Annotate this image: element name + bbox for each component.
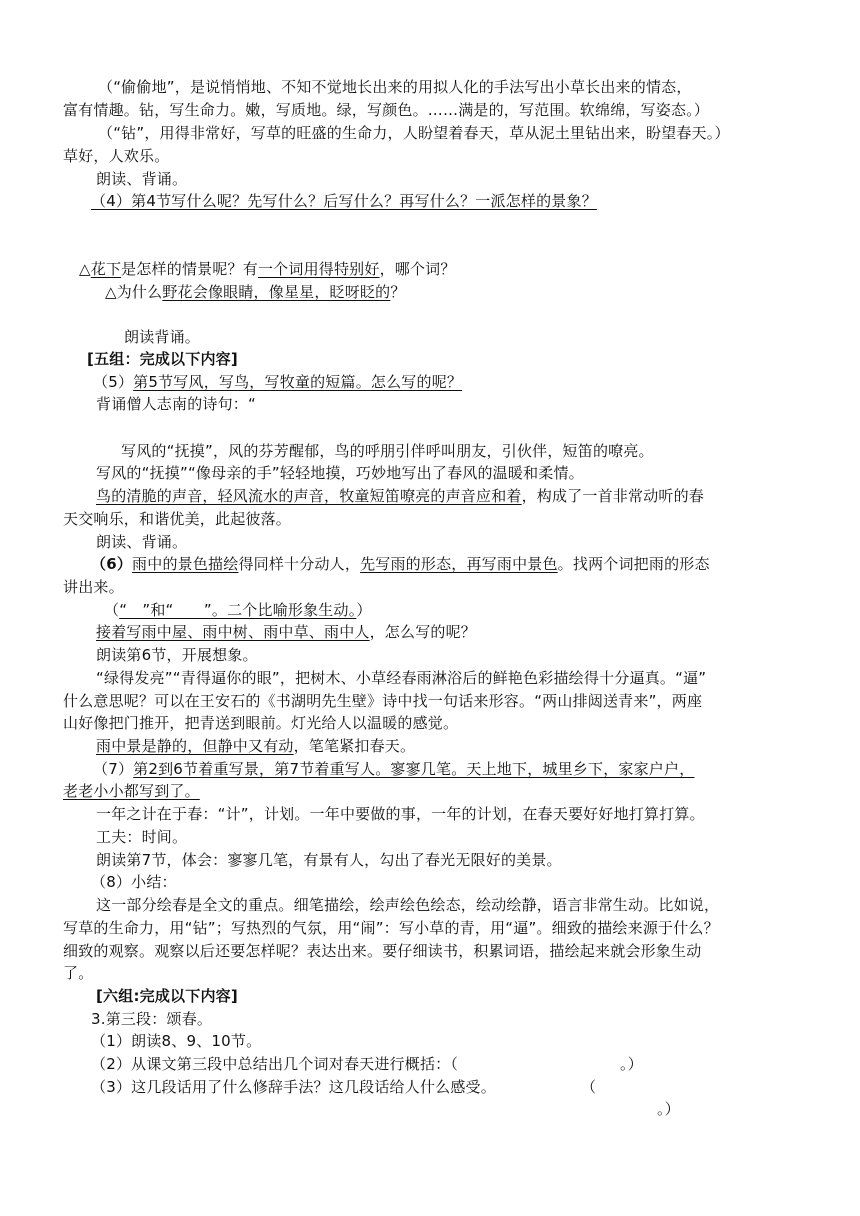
underlined-phrase: 接着写雨中屋、雨中树、雨中草、雨中人 [96,623,370,641]
text-line: 背诵僧人志南的诗句：“ [96,395,256,413]
text-line: 写风的“抚摸”“像母亲的手”轻轻地摸，巧妙地写出了春风的温暖和柔情。 [96,464,584,482]
text-line: 讲出来。 [63,578,124,596]
underlined-phrase: 先写雨的形态，再写雨中景色 [360,555,558,573]
text-span: ？ [390,283,406,301]
text-line: 朗读第7节，体会：寥寥几笔，有景有人，勾出了春光无限好的美景。 [96,851,562,869]
text-line: 一年之计在于春：“计”，计划。一年中要做的事，一年的计划，在春天要好好地打算打算。 [96,805,705,823]
text-line: 什么意思呢？可以在王安石的《书湖明先生壁》诗中找一句话来形容。“两山排闼送青来”，两座 [63,692,703,710]
text-line: 富有情趣。钻，写生命力。嫩，写质地。绿，写颜色。……满是的，写范围。软绵绵，写姿态。） [63,101,710,119]
text-span: 。找两个词把雨的形态 [557,555,710,573]
text-line: （ [581,1078,597,1096]
text-line: （3）这几段话用了什么修辞手法？这几段话给人什么感受。 [91,1078,496,1096]
text-line [79,258,456,280]
text-line: 3.第三段：颂春。 [91,1010,213,1028]
text-line [91,553,710,575]
text-span: 是怎样的情景呢？有 [121,260,258,278]
text-line: 。） [657,1100,680,1118]
text-line: （“钻”，用得非常好，写草的旺盛的生命力，人盼望着春天，草从泥土里钻出来，盼望春天。） [98,124,730,142]
text-line: （“偷偷地”，是说悄悄地、不知不觉地长出来的用拟人化的手法写出小草长出来的情态， [98,78,692,96]
text-span: 得同样十分动人， [238,555,361,573]
underlined-phrase: 雨中景是静的，但静中又有动 [96,737,294,755]
text-line: 这一部分绘春是全文的重点。细笔描绘，绘声绘色绘态，绘动绘静，语言非常生动。比如说， [96,896,720,914]
text-line: 朗读、背诵。 [96,170,188,188]
underlined-phrase: 第2到6节着重写景，第7节着重写人。寥寥几笔。天上地下，城里乡下，家家户户， [133,760,695,778]
text-span: △ [79,260,91,278]
underlined-phrase: 花下 [90,260,122,278]
text-line: （8）小结： [91,873,177,891]
text-line: 朗读第6节，开展想象。 [96,646,258,664]
text-line: 老老小小都写到了。 [63,782,200,800]
text-span: ，哪个词？ [379,260,456,278]
text-line: 。） [620,1055,643,1073]
underlined-phrase: 第5节写风，写鸟，写牧童的短篇。怎么写的呢？ [133,373,463,391]
text-line: 写风的“抚摸”，风的芬芳醒郁，鸟的呼朋引伴呼叫朋友，引伙伴，短笛的嘹亮。 [121,442,654,460]
text-line [104,599,372,621]
underlined-phrase: 雨中的景色描绘 [132,555,239,573]
text-line: 写草的生命力，用“钻”；写热烈的气氛，用“闹”：写小草的青，用“逼”。细致的描绘来源于什么？ [63,919,719,937]
text-line: “绿得发亮”“青得逼你的眼”，把树木、小草经春雨淋浴后的鲜艳色彩描绘得十分逼真。“逼” [96,669,707,687]
text-span: （6） [91,555,133,573]
section-heading: [五组：完成以下内容] [87,350,238,368]
text-span: ） [356,601,372,619]
text-span: ，怎么写的呢？ [369,623,477,641]
underlined-phrase: 野花会像眼睛，像星星，眨呀眨的 [162,283,391,301]
underlined-phrase: 鸟的清脆的声音，轻风流水的声音，牧童短笛嘹亮的声音应和着 [96,487,522,505]
underlined-phrase: 一个词用得特别好 [257,260,380,278]
text-line: 草好，人欢乐。 [63,147,170,165]
text-line: 朗读、背诵。 [96,533,188,551]
text-span: △为什么 [105,283,163,301]
text-line: 朗读背诵。 [124,328,201,346]
text-line [96,621,476,643]
text-line [96,485,704,507]
text-line: 天交响乐，和谐优美，此起彼落。 [63,510,292,528]
text-line: （1）朗读8、9、10节。 [91,1032,262,1050]
underlined-phrase: “ ”和“ ”。二个比喻形象生动。 [119,601,357,619]
text-line: （4）第4节写什么呢？先写什么？后写什么？再写什么？一派怎样的景象？ [91,192,597,210]
text-line [93,758,694,780]
text-line [93,371,462,393]
text-line: 工夫：时间。 [96,828,188,846]
text-span: ，笔笔紧扣春天。 [293,737,416,755]
text-line [96,735,415,757]
text-span: ，构成了一首非常动听的春 [521,487,705,505]
text-line: 山好像把门推开，把青送到眼前。灯光给人以温暖的感觉。 [63,714,459,732]
text-line: 细致的观察。观察以后还要怎样呢？表达出来。要仔细读书，积累词语，描绘起来就会形象生动 [63,942,702,960]
text-span: （ [104,601,120,619]
text-span: （7） [93,760,134,778]
text-line: （2）从课文第三段中总结出几个词对春天进行概括：（ [91,1055,459,1073]
text-span: （5） [93,373,134,391]
text-line [105,281,406,303]
section-heading: [六组:完成以下内容] [96,987,238,1005]
text-line: 了。 [63,964,94,982]
